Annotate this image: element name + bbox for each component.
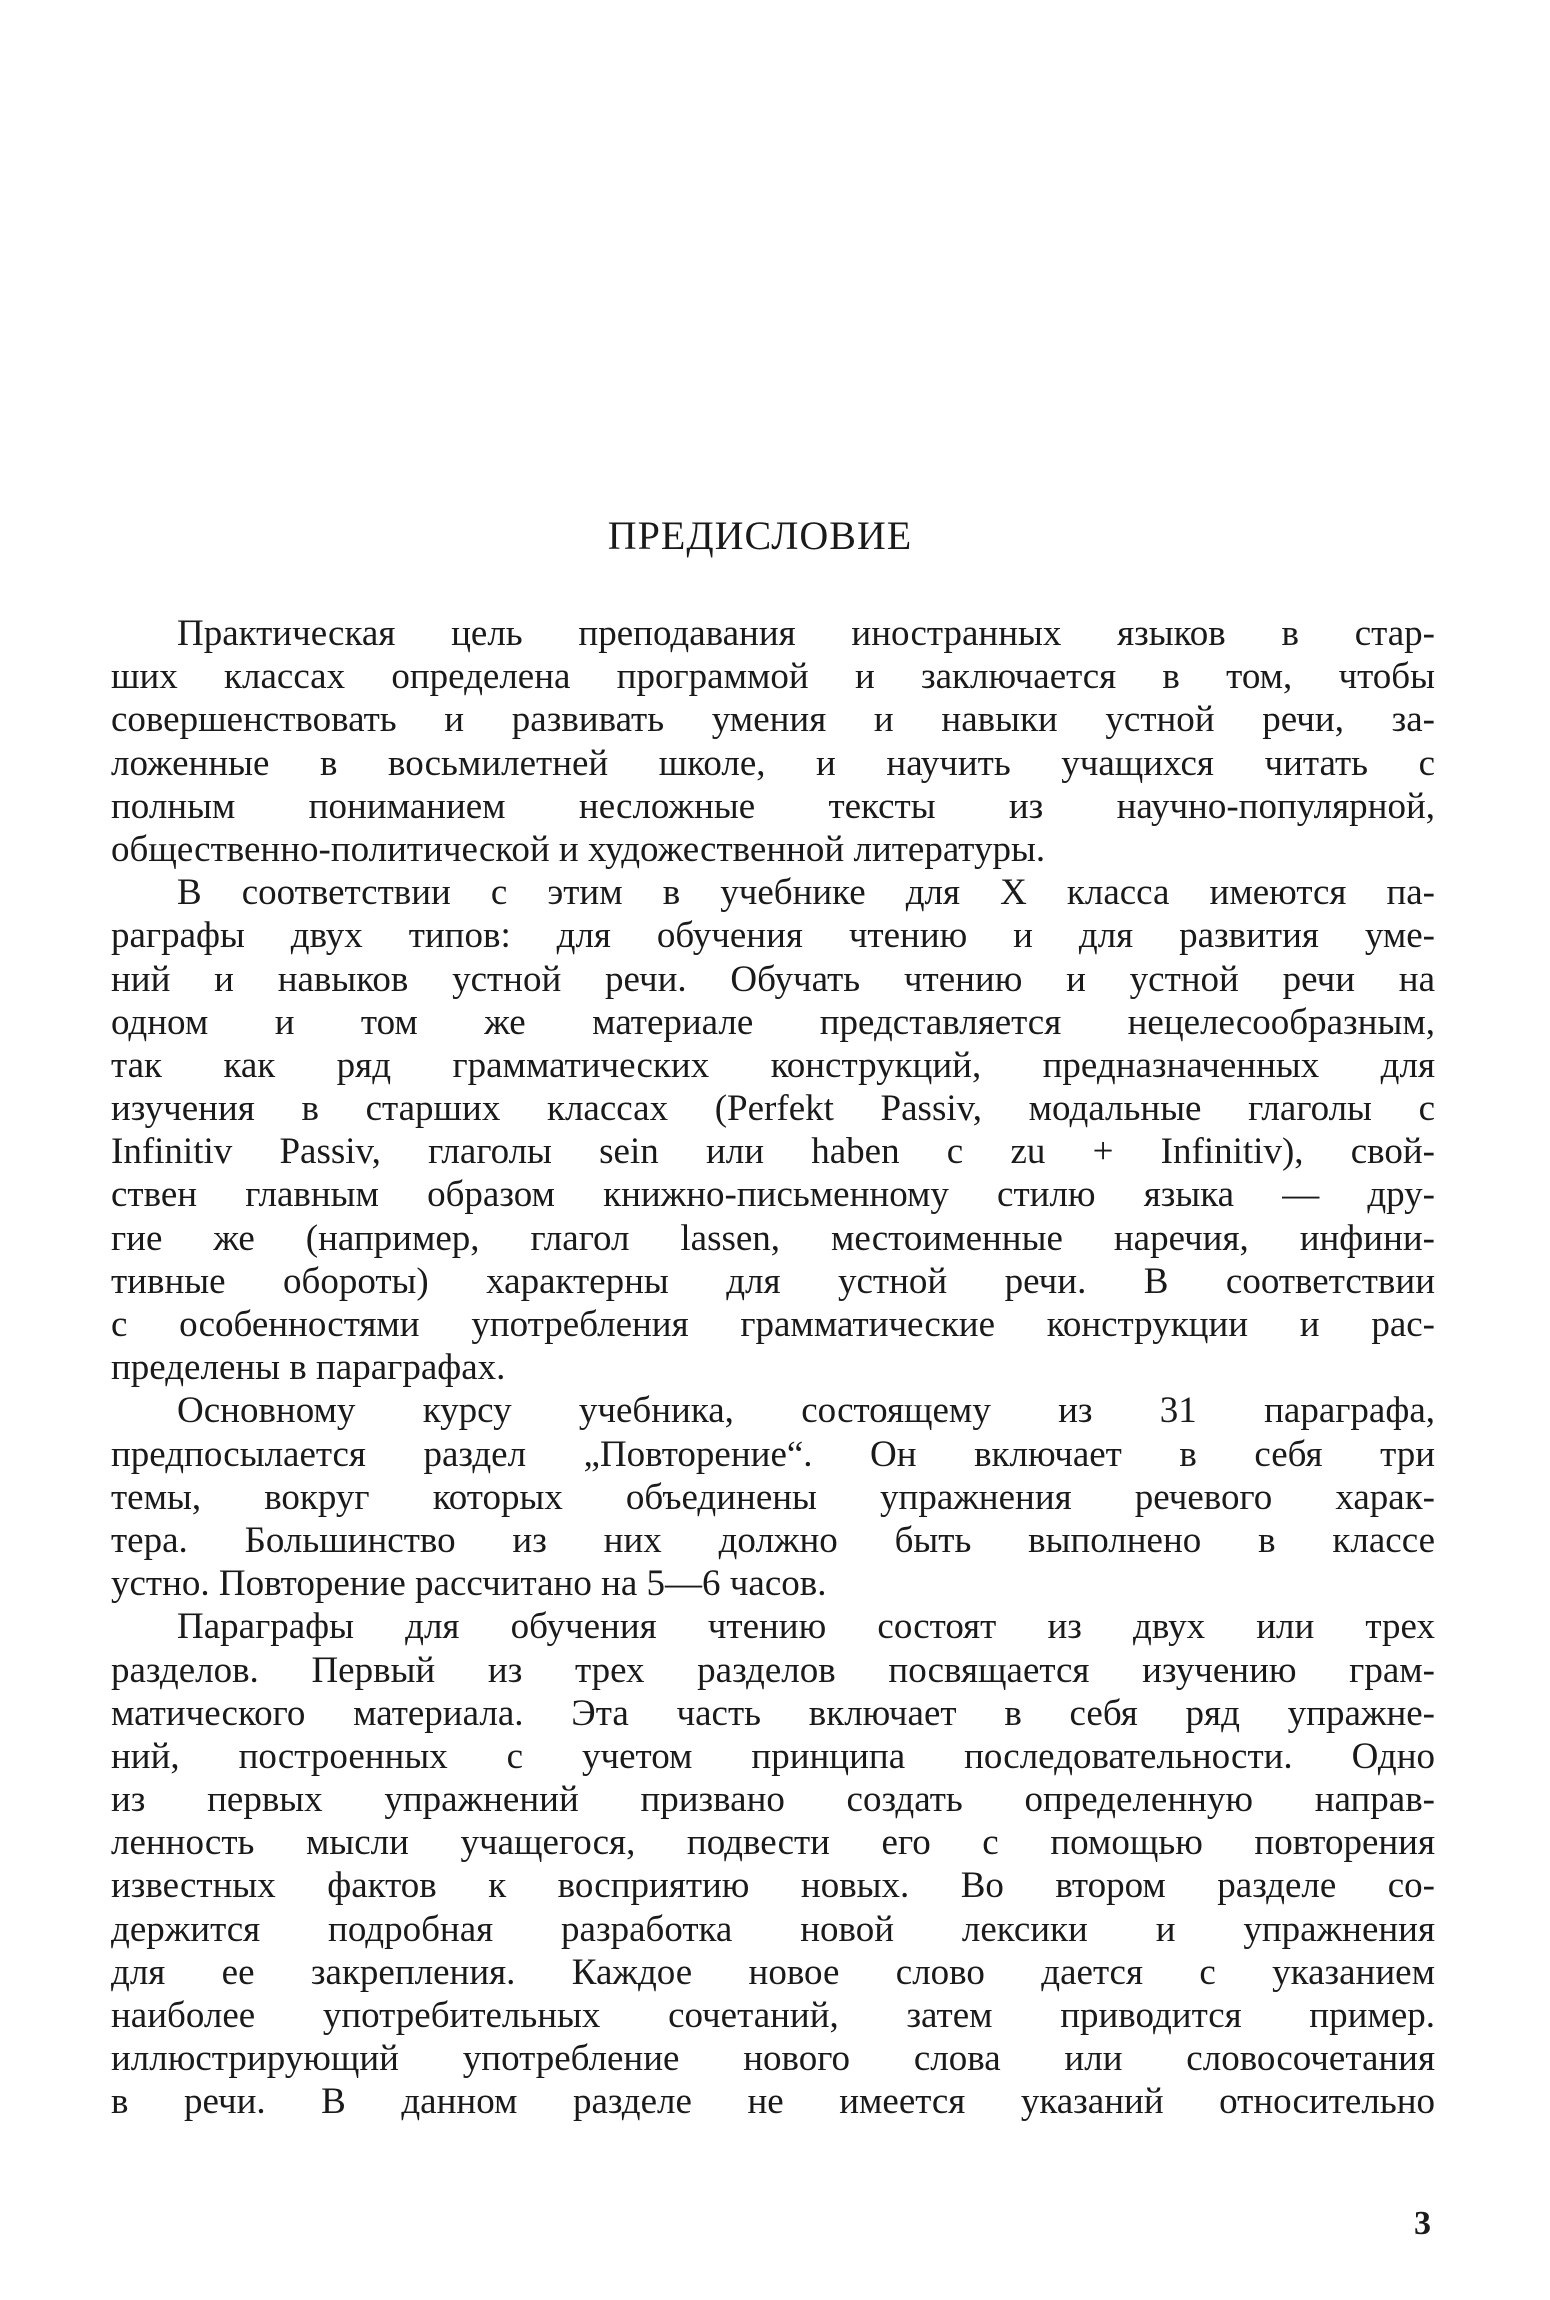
text-line: раграфы двух типов: для обучения чтению и для развития уме- — [111, 915, 1435, 957]
text-line: Основному курсу учебника, состоящему из 31 параграфа, — [177, 1390, 1435, 1432]
text-line: ложенные в восьмилетней школе, и научить учащихся читать с — [111, 742, 1435, 784]
text-line: одном и том же материале представляется нецелесообразным, — [111, 1001, 1435, 1043]
text-line: с особенностями употребления грамматические конструкции и рас- — [111, 1304, 1435, 1345]
text-line: в речи. В данном разделе не имеется указаний относительно — [111, 2081, 1435, 2123]
text-line: Infinitiv Passiv, глаголы sein или haben с zu + Infinitiv), свой- — [111, 1131, 1435, 1173]
preface-body — [111, 612, 1435, 2124]
text-line: тивные обороты) характерны для устной речи. В соответствии — [111, 1260, 1435, 1302]
text-line: наиболее употребительных сочетаний, затем приводится пример. — [111, 1995, 1435, 2036]
text-line: Параграфы для обучения чтению состоят из двух или трех — [177, 1606, 1435, 1648]
text-line: гие же (например, глагол lassen, местоименные наречия, инфини- — [111, 1217, 1435, 1259]
text-line: пределены в параграфах. — [111, 1347, 506, 1389]
text-line: предпосылается раздел „Повторение“. Он включает в себя три — [111, 1433, 1435, 1475]
text-line: тера. Большинство из них должно быть выполнено в классе — [111, 1519, 1435, 1561]
text-line: ленность мысли учащегося, подвести его с помощью повторения — [111, 1822, 1435, 1864]
text-line: из первых упражнений призвано создать определенную направ- — [111, 1779, 1435, 1821]
text-line: держится подробная разработка новой лексики и упражнения — [111, 1908, 1435, 1950]
text-line: матического материала. Эта часть включает в себя ряд упражне- — [111, 1692, 1435, 1734]
text-line: устно. Повторение рассчитано на 5—6 часов. — [111, 1563, 827, 1605]
text-line: Практическая цель преподавания иностранных языков в стар- — [177, 613, 1435, 654]
text-line: ствен главным образом книжно-письменному стилю языка — дру- — [111, 1174, 1435, 1216]
text-line: для ее закрепления. Каждое новое слово дается с указанием — [111, 1951, 1435, 1993]
text-line: разделов. Первый из трех разделов посвящается изучению грам- — [111, 1649, 1435, 1691]
text-line: В соответствии с этим в учебнике для X класса имеются па- — [177, 872, 1435, 914]
page-title: ПРЕДИСЛОВИЕ — [607, 513, 913, 558]
text-line: совершенствовать и развивать умения и навыки устной речи, за- — [111, 699, 1435, 741]
text-line: общественно-политической и художественной литературы. — [111, 828, 1046, 870]
text-line: ний, построенных с учетом принципа последовательности. Одно — [111, 1735, 1435, 1777]
text-line: ний и навыков устной речи. Обучать чтению и устной речи на — [111, 958, 1435, 1000]
text-line: полным пониманием несложные тексты из научно-популярной, — [111, 785, 1435, 827]
text-line: ших классах определена программой и заключается в том, чтобы — [111, 656, 1435, 698]
text-line: известных фактов к восприятию новых. Во втором разделе со- — [111, 1865, 1435, 1907]
text-line: иллюстрирующий употребление нового слова или словосочетания — [111, 2038, 1435, 2080]
text-line: так как ряд грамматических конструкций, предназначенных для — [111, 1044, 1435, 1086]
text-line: темы, вокруг которых объединены упражнения речевого харак- — [111, 1476, 1435, 1518]
page-number: 3 — [1414, 2205, 1431, 2242]
text-line: изучения в старших классах (Perfekt Passiv, модальные глаголы с — [111, 1088, 1435, 1130]
